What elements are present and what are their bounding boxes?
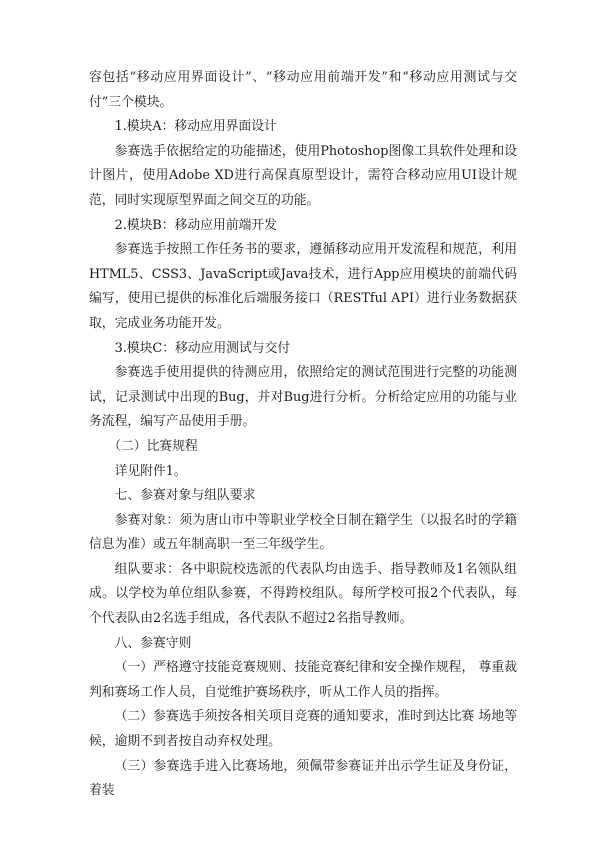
paragraph-module-b: 参赛选手按照工作任务书的要求，遵循移动应用开发流程和规范，利用HTML5、CSS3、JavaScript或Java技术，进行App应用模块的前端代码编写，使用已提供的标准化后端服务接口（RESTful API）进行业务数据获取，完成业务功能开发。	[89, 242, 517, 331]
heading-module-c: 3.模块C：移动应用测试与交付	[114, 340, 291, 356]
heading-participants: 七、参赛对象与组队要求	[114, 488, 256, 504]
document-body	[89, 66, 517, 804]
paragraph-conduct-1: （一）严格遵守技能竞赛规则、技能竞赛纪律和安全操作规程， 尊重裁判和赛场工作人员，自觉维护赛场秩序，听从工作人员的指挥。	[89, 660, 517, 700]
heading-competition-rules: （二）比赛规程	[108, 438, 198, 454]
paragraph-conduct-2: （二）参赛选手须按各相关项目竞赛的通知要求，准时到达比赛 场地等候，逾期不到者按自动弃权处理。	[89, 709, 517, 750]
paragraph-modules-intro: 容包括“移动应用界面设计”、“移动应用前端开发”和“移动应用测试与交付”三个模块。	[89, 70, 517, 110]
paragraph-participants: 参赛对象：须为唐山市中等职业学校全日制在籍学生（以报名时的学籍信息为准）或五年制高职一至三年级学生。	[89, 512, 517, 553]
heading-module-b: 2.模块B：移动应用前端开发	[114, 217, 277, 233]
heading-module-a: 1.模块A：移动应用界面设计	[114, 119, 277, 135]
paragraph-conduct-3: （三）参赛选手进入比赛场地，须佩带参赛证并出示学生证及身份证，着装	[89, 758, 517, 799]
paragraph-see-appendix: 详见附件1。	[114, 463, 187, 479]
paragraph-team-requirements: 组队要求：各中职院校选派的代表队均由选手、指导教师及1名领队组成。以学校为单位组队参赛，不得跨校组队。每所学校可报2个代表队，每个代表队由2名选手组成，各代表队不超过2名指导教师。	[89, 561, 517, 627]
paragraph-module-c: 参赛选手使用提供的待测应用，依照给定的测试范围进行完整的功能测试，记录测试中出现的Bug，并对Bug进行分析。分析给定应用的功能与业务流程，编写产品使用手册。	[89, 365, 517, 430]
paragraph-module-a: 参赛选手依据给定的功能描述，使用Photoshop图像工具软件处理和设计图片，使用Adobe XD进行高保真原型设计，需符合移动应用UI设计规范，同时实现原型界面之间交互的功能。	[89, 143, 517, 208]
heading-code-of-conduct: 八、参赛守则	[114, 635, 192, 651]
